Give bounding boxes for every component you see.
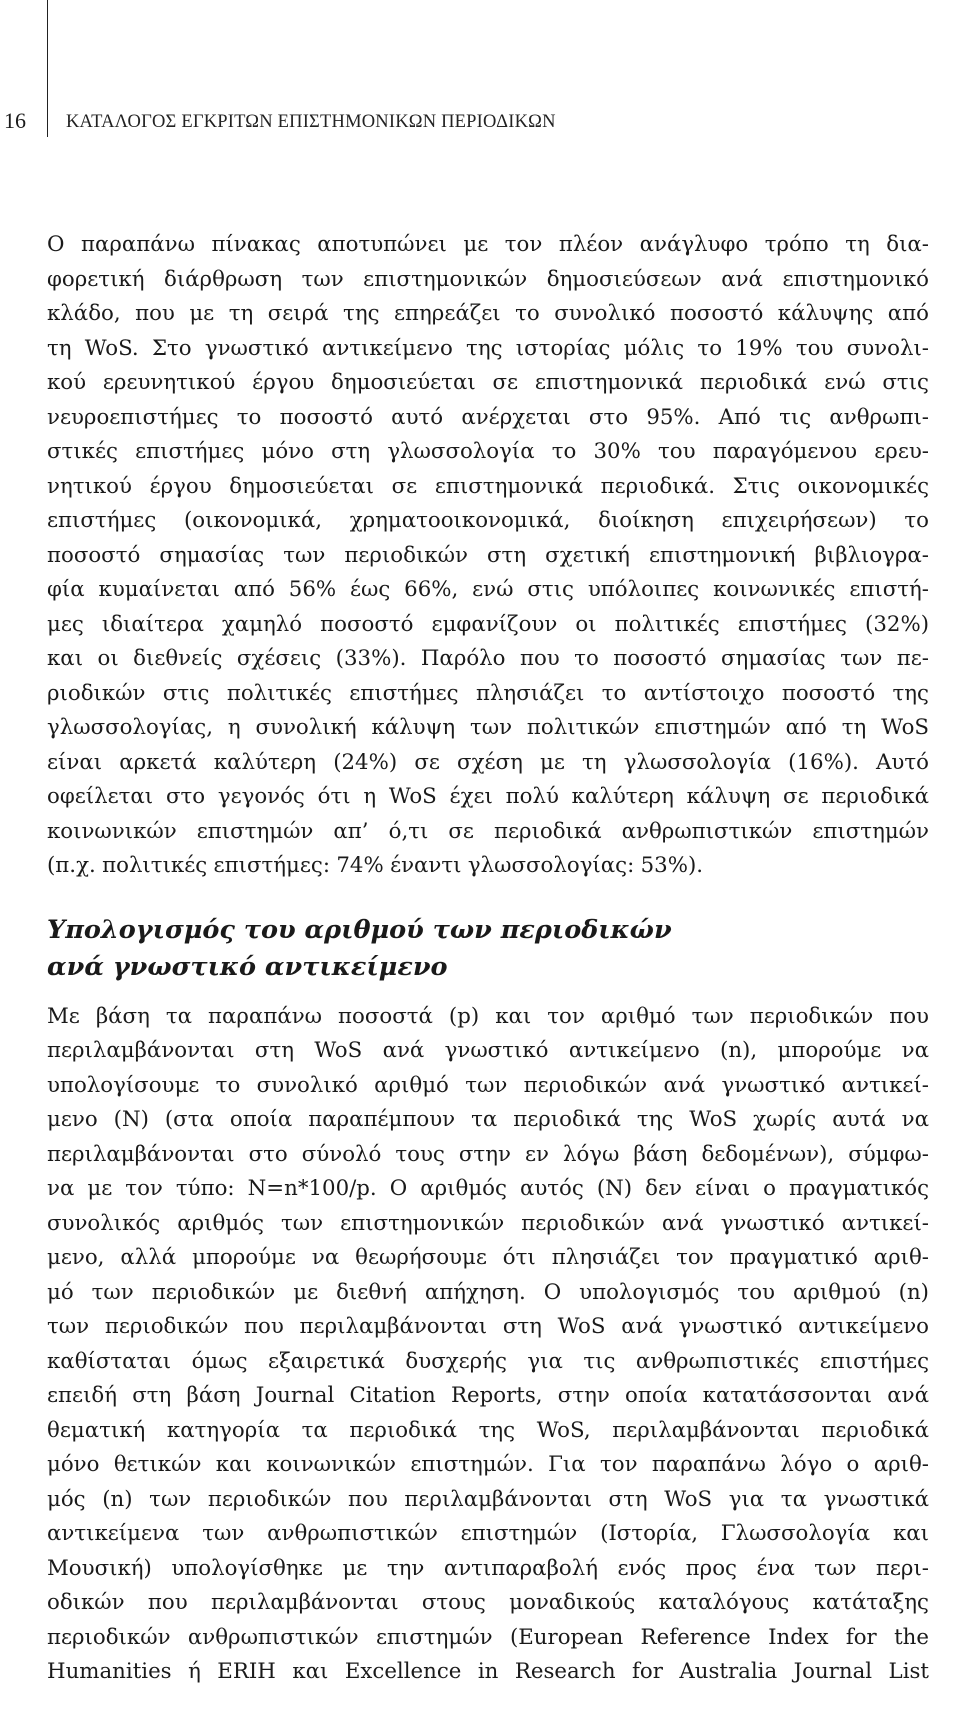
paragraph1-line: στικές επιστήμες μόνο στη γλωσσολογία το 30% του παραγόμενου ερευ- xyxy=(47,439,929,464)
paragraph1-line: Ο παραπάνω πίνακας αποτυπώνει με τον πλέον ανάγλυφο τρόπο τη δια- xyxy=(47,232,929,257)
paragraph1-line: φορετική διάρθρωση των επιστημονικών δημοσιεύσεων ανά επιστημονικό xyxy=(47,266,929,292)
paragraph2-line: μό των περιοδικών με διεθνή απήχηση. Ο υπολογισμός του αριθμού (n) xyxy=(47,1279,929,1305)
body-paragraph-1 xyxy=(47,228,929,884)
paragraph2-line: θεματική κατηγορία τα περιοδικά της WoS, περιλαμβάνονται περιοδικά xyxy=(47,1417,929,1443)
paragraph1-line: ποσοστό σημασίας των περιοδικών στη σχετική επιστημονική βιβλιογρα- xyxy=(47,542,929,568)
section-heading xyxy=(47,912,929,986)
paragraph2-line: μός (n) των περιοδικών που περιλαμβάνονται στη WoS για τα γνωστικά xyxy=(47,1486,929,1512)
paragraph2-line: μενο, αλλά μπορούμε να θεωρήσουμε ότι πλησιάζει τον πραγματικό αριθ- xyxy=(47,1245,929,1270)
paragraph2-line: συνολικός αριθμός των επιστημονικών περιοδικών ανά γνωστικό αντικεί- xyxy=(47,1210,929,1236)
paragraph1-line: και οι διεθνείς σχέσεις (33%). Παρόλο που το ποσοστό σημασίας των πε- xyxy=(47,646,929,671)
paragraph1-line: κλάδο, που με τη σειρά της επηρεάζει το συνολικό ποσοστό κάλυψης από xyxy=(47,301,929,326)
paragraph2-line: καθίσταται όμως εξαιρετικά δυσχερής για τις ανθρωπιστικές επιστήμες xyxy=(47,1348,929,1374)
section-heading-line: ανά γνωστικό αντικείμενο xyxy=(47,951,448,982)
paragraph1-line: νητικού έργου δημοσιεύεται σε επιστημονικά περιοδικά. Στις οικονομικές xyxy=(47,473,929,499)
paragraph2-line: οδικών που περιλαμβάνονται στους μοναδικούς καταλόγους κατάταξης xyxy=(47,1590,929,1615)
paragraph1-line: τη WoS. Στο γνωστικό αντικείμενο της ιστορίας μόλις το 19% του συνολι- xyxy=(47,335,929,361)
paragraph2-line: αντικείμενα των ανθρωπιστικών επιστημών (Ιστορία, Γλωσσολογία και xyxy=(47,1521,929,1546)
paragraph1-line: επιστήμες (οικονομικά, χρηματοοικονομικά, διοίκηση επιχειρήσεων) το xyxy=(47,508,929,533)
paragraph2-line: Μουσική) υπολογίσθηκε με την αντιπαραβολή ενός προς ένα των περι- xyxy=(47,1555,929,1581)
paragraph1-line: κοινωνικών επιστημών απ’ ό,τι σε περιοδικά ανθρωπιστικών επιστημών xyxy=(47,818,929,844)
paragraph2-line: των περιοδικών που περιλαμβάνονται στη WoS ανά γνωστικό αντικείμενο xyxy=(47,1314,929,1339)
header-vertical-rule xyxy=(47,0,48,137)
paragraph2-line: υπολογίσουμε το συνολικό αριθμό των περιοδικών ανά γνωστικό αντικεί- xyxy=(47,1072,929,1098)
paragraph2-line: Με βάση τα παραπάνω ποσοστά (p) και τον αριθμό των περιοδικών που xyxy=(47,1003,929,1029)
paragraph1-line: οφείλεται στο γεγονός ότι η WoS έχει πολύ καλύτερη κάλυψη σε περιοδικά xyxy=(47,784,929,809)
paragraph1-line: ριοδικών στις πολιτικές επιστήμες πλησιάζει το αντίστοιχο ποσοστό της xyxy=(47,680,929,706)
page-body xyxy=(47,228,929,1690)
paragraph2-line: μόνο θετικών και κοινωνικών επιστημών. Για τον παραπάνω λόγο ο αριθ- xyxy=(47,1452,929,1477)
paragraph2-line: Humanities ή ERIH και Excellence in Research for Australia Journal List xyxy=(47,1659,929,1684)
section-heading-line: Υπολογισμός του αριθμού των περιοδικών xyxy=(47,914,672,945)
body-paragraph-2 xyxy=(47,1000,929,1690)
paragraph1-line: γλωσσολογίας, η συνολική κάλυψη των πολιτικών επιστημών από τη WoS xyxy=(47,715,929,740)
paragraph2-line: περιλαμβάνονται στο σύνολό τους στην εν λόγω βάση δεδομένων), σύμφω- xyxy=(47,1141,929,1167)
paragraph1-line: νευροεπιστήμες το ποσοστό αυτό ανέρχεται στο 95%. Από τις ανθρωπι- xyxy=(47,404,929,430)
paragraph2-line: περιλαμβάνονται στη WoS ανά γνωστικό αντικείμενο (n), μπορούμε να xyxy=(47,1038,929,1063)
page-number: 16 xyxy=(4,108,26,133)
paragraph1-line: (π.χ. πολιτικές επιστήμες: 74% έναντι γλωσσολογίας: 53%). xyxy=(47,853,704,878)
paragraph1-line: μες ιδιαίτερα χαμηλό ποσοστό εμφανίζουν οι πολιτικές επιστήμες (32%) xyxy=(47,611,929,637)
paragraph2-line: να με τον τύπο: N=n*100/p. Ο αριθμός αυτός (N) δεν είναι ο πραγματικός xyxy=(47,1176,929,1201)
paragraph2-line: μενο (N) (στα οποία παραπέμπουν τα περιοδικά της WoS χωρίς αυτά να xyxy=(47,1107,929,1132)
paragraph1-line: κού ερευνητικού έργου δημοσιεύεται σε επιστημονικά περιοδικά ενώ στις xyxy=(47,370,929,395)
paragraph1-line: φία κυμαίνεται από 56% έως 66%, ενώ στις υπόλοιπες κοινωνικές επιστή- xyxy=(47,577,929,602)
running-title: ΚΑΤΑΛΟΓΟΣ ΕΓΚΡΙΤΩΝ ΕΠΙΣΤΗΜΟΝΙΚΩΝ ΠΕΡΙΟΔΙΚΩΝ xyxy=(66,112,556,132)
paragraph2-line: επειδή στη βάση Journal Citation Reports, στην οποία κατατάσσονται ανά xyxy=(47,1383,929,1408)
paragraph2-line: περιοδικών ανθρωπιστικών επιστημών (European Reference Index for the xyxy=(47,1624,929,1650)
paragraph1-line: είναι αρκετά καλύτερη (24%) σε σχέση με τη γλωσσολογία (16%). Αυτό xyxy=(47,749,929,775)
